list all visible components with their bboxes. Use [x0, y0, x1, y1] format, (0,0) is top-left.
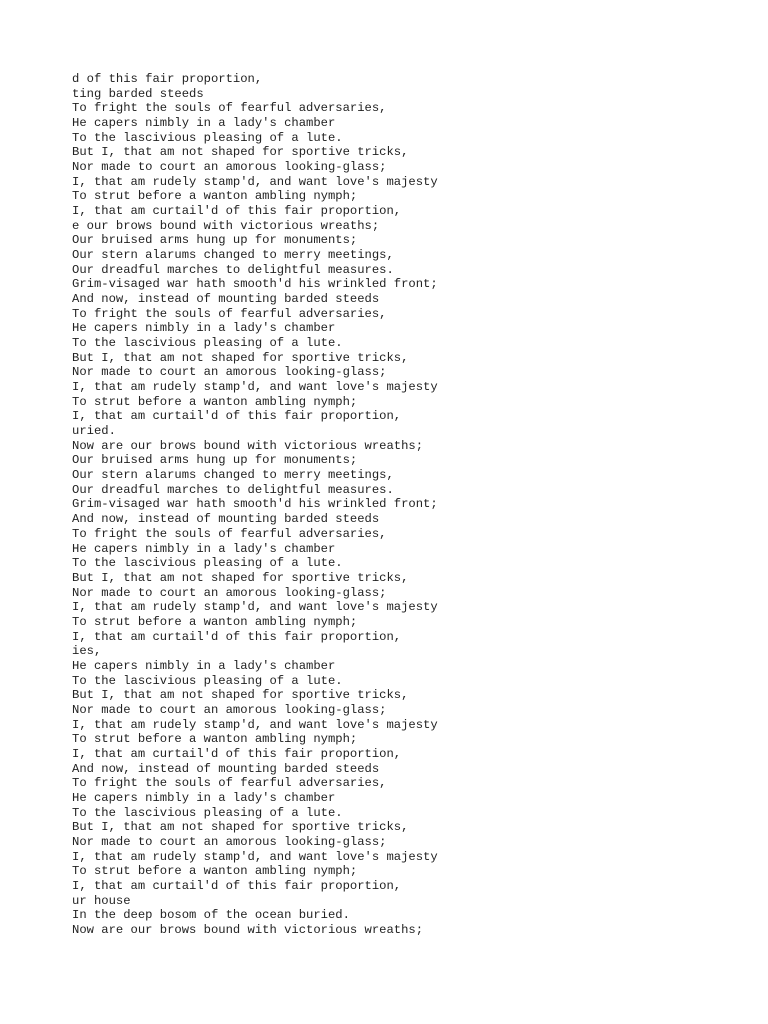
- text-line: But I, that am not shaped for sportive tricks,: [72, 820, 409, 835]
- text-line: e our brows bound with victorious wreaths;: [72, 218, 380, 233]
- text-line: He capers nimbly in a lady's chamber: [72, 790, 336, 805]
- text-line: I, that am curtail'd of this fair proportion,: [72, 746, 402, 761]
- text-line: I, that am curtail'd of this fair proportion,: [72, 409, 402, 424]
- text-line: d of this fair proportion,: [72, 72, 263, 86]
- text-line: To fright the souls of fearful adversaries,: [72, 306, 387, 321]
- text-line: uried.: [72, 424, 116, 439]
- text-line: I, that am rudely stamp'd, and want love's majesty: [72, 174, 438, 189]
- text-line: Our bruised arms hung up for monuments;: [72, 453, 358, 468]
- text-line: But I, that am not shaped for sportive tricks,: [72, 688, 409, 703]
- text-line: But I, that am not shaped for sportive tricks,: [72, 145, 409, 160]
- text-line: I, that am curtail'd of this fair proportion,: [72, 629, 402, 644]
- text-line: To the lascivious pleasing of a lute.: [72, 336, 343, 351]
- text-line: And now, instead of mounting barded steeds: [72, 512, 380, 527]
- text-line: Our dreadful marches to delightful measures.: [72, 482, 394, 497]
- text-line: He capers nimbly in a lady's chamber: [72, 321, 336, 336]
- text-line: Our bruised arms hung up for monuments;: [72, 233, 358, 248]
- text-line: ting barded steeds: [72, 86, 204, 101]
- text-line: Nor made to court an amorous looking-glass;: [72, 585, 387, 600]
- text-line: Now are our brows bound with victorious wreaths;: [72, 922, 424, 937]
- text-line: Now are our brows bound with victorious wreaths;: [72, 438, 424, 453]
- text-line: Nor made to court an amorous looking-glass;: [72, 160, 387, 175]
- text-line: He capers nimbly in a lady's chamber: [72, 116, 336, 131]
- text-line: To strut before a wanton ambling nymph;: [72, 614, 358, 629]
- text-line: I, that am curtail'd of this fair proportion,: [72, 878, 402, 893]
- text-line: Nor made to court an amorous looking-glass;: [72, 834, 387, 849]
- text-line: ur house: [72, 893, 131, 908]
- text-line: Grim-visaged war hath smooth'd his wrinkled front;: [72, 277, 438, 292]
- text-line: Nor made to court an amorous looking-glass;: [72, 365, 387, 380]
- text-line: To strut before a wanton ambling nymph;: [72, 189, 358, 204]
- text-line: In the deep bosom of the ocean buried.: [72, 908, 350, 923]
- text-line: I, that am rudely stamp'd, and want love's majesty: [72, 380, 438, 395]
- text-line: I, that am rudely stamp'd, and want love's majesty: [72, 849, 438, 864]
- text-line: He capers nimbly in a lady's chamber: [72, 658, 336, 673]
- text-line: Our stern alarums changed to merry meetings,: [72, 248, 394, 263]
- text-line: To strut before a wanton ambling nymph;: [72, 394, 358, 409]
- text-line: ies,: [72, 644, 102, 659]
- text-line: And now, instead of mounting barded steeds: [72, 761, 380, 776]
- text-line: To fright the souls of fearful adversaries,: [72, 101, 387, 116]
- text-line: To the lascivious pleasing of a lute.: [72, 130, 343, 145]
- text-line: I, that am rudely stamp'd, and want love's majesty: [72, 717, 438, 732]
- text-line: I, that am curtail'd of this fair proportion,: [72, 204, 402, 219]
- text-line: Our dreadful marches to delightful measures.: [72, 262, 394, 277]
- text-line: To the lascivious pleasing of a lute.: [72, 805, 343, 820]
- text-line: To fright the souls of fearful adversaries,: [72, 776, 387, 791]
- text-line: And now, instead of mounting barded steeds: [72, 292, 380, 307]
- text-line: Our stern alarums changed to merry meetings,: [72, 468, 394, 483]
- text-line: To the lascivious pleasing of a lute.: [72, 556, 343, 571]
- text-line: Nor made to court an amorous looking-glass;: [72, 702, 387, 717]
- text-line: I, that am rudely stamp'd, and want love's majesty: [72, 600, 438, 615]
- text-line: To strut before a wanton ambling nymph;: [72, 732, 358, 747]
- text-line: To the lascivious pleasing of a lute.: [72, 673, 343, 688]
- text-line: But I, that am not shaped for sportive tricks,: [72, 570, 409, 585]
- text-line: To strut before a wanton ambling nymph;: [72, 864, 358, 879]
- text-line: He capers nimbly in a lady's chamber: [72, 541, 336, 556]
- text-line: To fright the souls of fearful adversaries,: [72, 526, 387, 541]
- document-text-block: [72, 72, 438, 938]
- text-line: Grim-visaged war hath smooth'd his wrinkled front;: [72, 497, 438, 512]
- text-line: But I, that am not shaped for sportive tricks,: [72, 350, 409, 365]
